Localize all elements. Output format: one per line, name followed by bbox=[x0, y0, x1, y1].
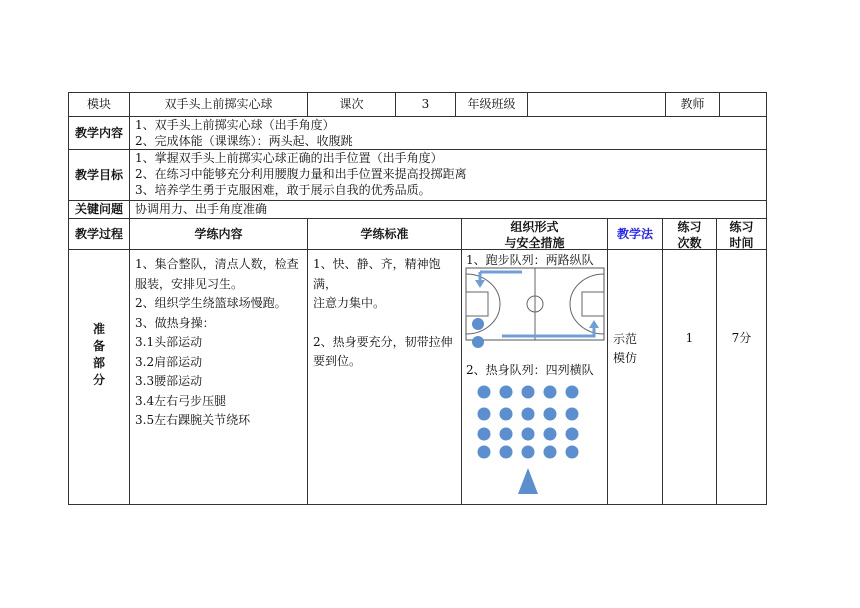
section-char: 准 bbox=[92, 322, 105, 336]
student-icon bbox=[544, 386, 557, 399]
standard-line: 2、热身要充分，韧带拉伸 bbox=[313, 334, 453, 349]
col-method: 教学法 bbox=[616, 227, 653, 241]
section-label-prep bbox=[69, 321, 129, 389]
goals-label: 教学目标 bbox=[74, 168, 123, 182]
teacher-icon bbox=[518, 468, 538, 494]
student-icon bbox=[500, 386, 513, 399]
practice-duration: 7分 bbox=[731, 331, 752, 345]
module-value: 双手头上前掷实心球 bbox=[164, 97, 273, 111]
practice-line: 1、集合整队，清点人数，检查 bbox=[135, 257, 299, 271]
practice-line: 3、做热身操： bbox=[135, 315, 215, 330]
student-icon bbox=[478, 446, 491, 459]
goal-item: 2、在练习中能够充分利用腰腹力量和出手位置来提高投掷距离 bbox=[135, 167, 467, 181]
practice-line: 2、组织学生绕篮球场慢跑。 bbox=[135, 296, 287, 310]
standard-line: 要到位。 bbox=[313, 354, 362, 368]
col-standard: 学练标准 bbox=[360, 227, 409, 241]
lesson-value: 3 bbox=[421, 97, 430, 111]
col-times bbox=[663, 219, 716, 251]
grade-label: 年级班级 bbox=[467, 97, 516, 111]
student-icon bbox=[522, 446, 535, 459]
goal-item: 3、培养学生勇于克服困难，敢于展示自我的优秀品质。 bbox=[135, 183, 431, 197]
method-line: 示范 bbox=[613, 332, 638, 346]
standard-line bbox=[313, 314, 461, 333]
goals-list bbox=[135, 150, 755, 198]
practice-line: 服装，安排见习生。 bbox=[135, 276, 244, 291]
practice-line: 3.4左右弓步压腿 bbox=[135, 393, 227, 408]
col-duration-line2: 时间 bbox=[729, 236, 754, 250]
content-list bbox=[135, 117, 755, 149]
practice-line: 3.1头部运动 bbox=[135, 335, 203, 349]
student-icon bbox=[500, 408, 513, 421]
student-icon bbox=[500, 428, 513, 441]
student-icon bbox=[544, 428, 557, 441]
practice-line: 3.5左右踝腕关节绕环 bbox=[135, 413, 251, 427]
method-line: 模仿 bbox=[613, 351, 638, 365]
student-icon bbox=[478, 428, 491, 441]
student-icon bbox=[544, 446, 557, 459]
section-char: 部 bbox=[92, 356, 105, 370]
student-icon bbox=[566, 386, 579, 399]
student-icon bbox=[566, 408, 579, 421]
student-icon bbox=[522, 428, 535, 441]
goal-item: 1、掌握双手头上前掷实心球正确的出手位置（出手角度） bbox=[135, 151, 443, 165]
practice-content bbox=[135, 255, 307, 431]
warmup-formation-diagram bbox=[462, 380, 608, 500]
key-label: 关键问题 bbox=[74, 202, 123, 216]
student-icon bbox=[522, 386, 535, 399]
student-icon bbox=[500, 446, 513, 459]
key-value: 协调用力、出手角度准确 bbox=[135, 202, 268, 216]
section-char: 备 bbox=[92, 339, 105, 353]
col-times-line2: 次数 bbox=[677, 236, 702, 250]
section-char: 分 bbox=[92, 373, 105, 387]
col-process: 教学过程 bbox=[74, 227, 123, 241]
col-duration-line1: 练习 bbox=[729, 220, 754, 234]
content-item: 2、完成体能（课课练）：两头起、收腹跳 bbox=[135, 134, 353, 148]
student-icon bbox=[522, 408, 535, 421]
practice-line: 3.2肩部运动 bbox=[135, 354, 203, 369]
col-times-line1: 练习 bbox=[677, 220, 702, 234]
lesson-label: 课次 bbox=[339, 97, 364, 111]
standard-line: 1、快、静、齐，精神饱满， bbox=[313, 257, 441, 291]
practice-line: 3.3腰部运动 bbox=[135, 374, 203, 388]
student-icon bbox=[544, 408, 557, 421]
standard-content bbox=[313, 255, 461, 372]
student-icon bbox=[472, 336, 484, 348]
module-label: 模块 bbox=[86, 97, 111, 111]
col-practice: 学练内容 bbox=[194, 227, 243, 241]
method-content bbox=[613, 330, 661, 368]
student-icon bbox=[472, 318, 484, 330]
standard-line: 注意力集中。 bbox=[313, 296, 386, 310]
practice-times: 1 bbox=[685, 331, 694, 345]
content-item: 1、双手头上前掷实心球（出手角度） bbox=[135, 118, 335, 132]
content-label: 教学内容 bbox=[74, 126, 123, 140]
student-icon bbox=[566, 428, 579, 441]
student-icon bbox=[478, 408, 491, 421]
col-org-line2: 与安全措施 bbox=[504, 236, 565, 250]
student-icon bbox=[478, 386, 491, 399]
col-org-line1: 组织形式 bbox=[510, 220, 559, 234]
basketball-court-diagram bbox=[462, 266, 608, 356]
org-title-2: 2、热身队列：四列横队 bbox=[466, 363, 594, 377]
student-icon bbox=[566, 446, 579, 459]
org-title-1: 1、跑步队列：两路纵队 bbox=[466, 253, 594, 267]
col-organization bbox=[462, 219, 607, 251]
col-duration bbox=[717, 219, 766, 251]
teacher-label: 教师 bbox=[680, 97, 705, 111]
